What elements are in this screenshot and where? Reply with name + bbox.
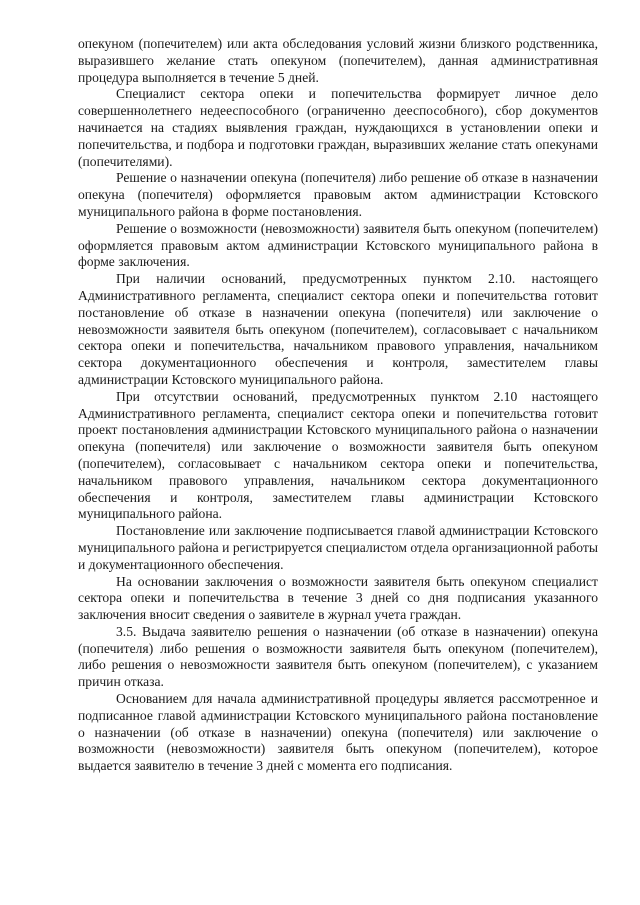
paragraph-8: На основании заключения о возможности заявителя быть опекуном специалист сектора опеки и попечительства в течение 3 дней со дня подписания указанного заключения вносит сведения о заявителе в журнал учета граждан. — [78, 573, 598, 623]
paragraph-10: Основанием для начала административной процедуры является рассмотренное и подписанное главой администрации Кстовского муниципального района постановление о назначении (об отказе в назначении) опекуна (попечителя) или заключение о возможности (невозможности) заявителя быть опекуном (попечителем), которое выдается заявителю в течение 3 дней с момента его подписания. — [78, 691, 598, 774]
paragraph-1: опекуном (попечителем) или акта обследования условий жизни близкого родственника, выразившего желание стать опекуном (попечителем), данная административная процедура выполняется в течение 5 дней. — [78, 36, 598, 85]
paragraph-5: При наличии оснований, предусмотренных пунктом 2.10. настоящего Административного регламента, специалист сектора опеки и попечительства готовит постановление об отказе в назначении опекуна (попечителя) или заключение о невозможности заявителя быть опекуном (попечителем), согласовывает с начальником сектора опеки и попечительства, начальником правового управления, начальником сектора документационного обеспечения и контроля, заместителем главы администрации Кстовского муниципального района. — [78, 271, 598, 387]
paragraph-2: Специалист сектора опеки и попечительства формирует личное дело совершеннолетнего недееспособного (ограниченно дееспособного), сбор документов начинается на стадиях выявления граждан, нуждающихся в установлении опеки и попечительства, и подбора и подготовки граждан, выразивших желание стать опекунами (попечителями). — [78, 86, 598, 169]
document-page — [78, 36, 598, 775]
paragraph-3: Решение о назначении опекуна (попечителя) либо решение об отказе в назначении опекуна (попечителя) оформляется правовым актом администрации Кстовского муниципального района в форме постановления. — [78, 170, 598, 219]
paragraph-4: Решение о возможности (невозможности) заявителя быть опекуном (попечителем) оформляется правовым актом администрации Кстовского муниципального района в форме заключения. — [78, 220, 598, 270]
paragraph-9: 3.5. Выдача заявителю решения о назначении (об отказе в назначении) опекуна (попечителя) либо решения о возможности заявителя быть опекуном (попечителем), либо решения о невозможности заявителя быть опекуном (попечителем), с указанием причин отказа. — [78, 623, 598, 690]
paragraph-6: При отсутствии оснований, предусмотренных пунктом 2.10 настоящего Административного регламента, специалист сектора опеки и попечительства готовит проект постановления администрации Кстовского муниципального района о назначении опекуна (попечителя) или заключение о возможности заявителя быть опекуном (попечителем), согласовывает с начальником сектора опеки и попечительства, начальником правового управления, начальником сектора документационного обеспечения и контроля, заместителем главы администрации Кстовского муниципального района. — [78, 388, 598, 522]
paragraph-7: Постановление или заключение подписывается главой администрации Кстовского муниципального района и регистрируется специалистом отдела организационной работы и документационного обеспечения. — [78, 523, 598, 572]
